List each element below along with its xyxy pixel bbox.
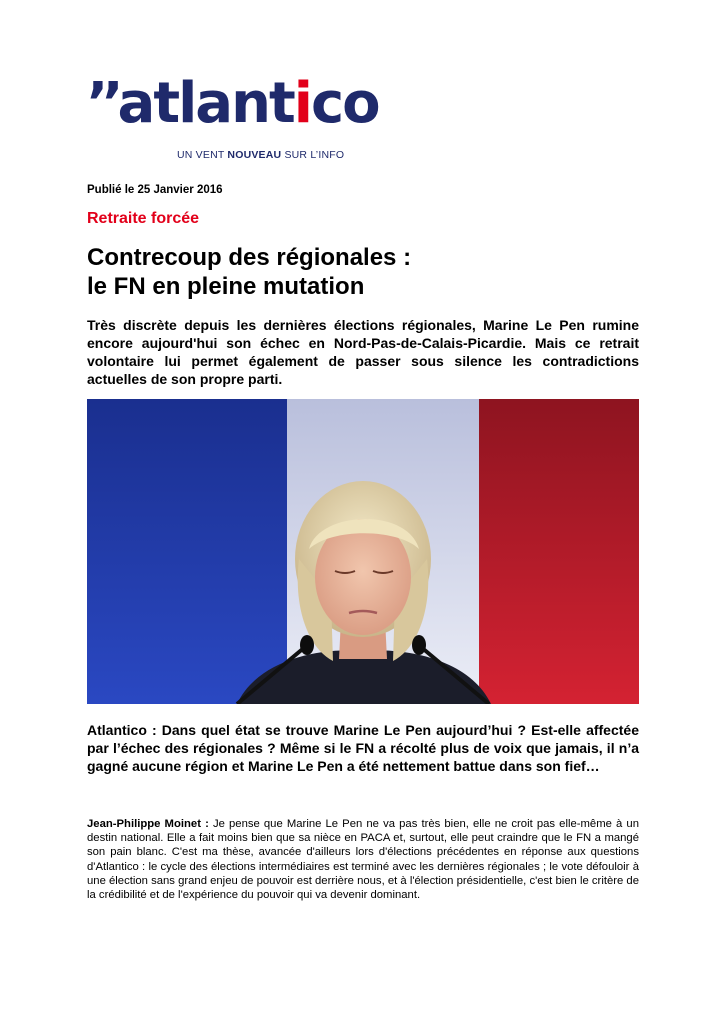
article-photo	[87, 399, 639, 704]
atlantico-logo[interactable]	[87, 71, 379, 166]
logo-tagline-end: SUR L’INFO	[281, 149, 345, 161]
publish-date: Publié le 25 Janvier 2016	[87, 184, 223, 196]
logo-tagline-start: UN VENT	[177, 149, 228, 161]
article-kicker: Retraite forcée	[87, 210, 200, 227]
article-lead: Très discrète depuis les dernières élections régionales, Marine Le Pen rumine encore aujourd'hui son échec en Nord-Pas-de-Calais-Picardie. Mais ce retrait volontaire lui permet également de passer sous silence les contradictions actuelles de son propre parti.	[87, 317, 639, 387]
photo-illustration	[87, 399, 639, 704]
answer-speaker: Jean-Philippe Moinet :	[87, 818, 209, 830]
interview-answer	[87, 817, 639, 902]
article-headline	[87, 243, 411, 301]
headline-line-2: le FN en pleine mutation	[87, 273, 365, 300]
logo-word-end: co	[310, 71, 379, 136]
interview-question: Atlantico : Dans quel état se trouve Marine Le Pen aujourd’hui ? Est-elle affectée par l’échec des régionales ? Même si le FN a récolté plus de voix que jamais, il n’a gagné aucune région et Marine Le Pen a été nettement battue dans son fief…	[87, 722, 639, 774]
logo-quote-mark: ’’	[87, 71, 118, 136]
logo-wordmark	[87, 71, 379, 136]
answer-text: Je pense que Marine Le Pen ne va pas très bien, elle ne croit pas elle-même à un destin national. Elle a fait moins bien que sa nièce en PACA et, surtout, elle peut craindre que le FN a mangé son pain blanc. C'est ma thèse, avancée d'ailleurs lors d'élections précédentes en réponse aux questions d'Atlantico : le cycle des élections intermédiaires est terminé avec les dernières régionales ; le vote défouloir à une élection sans grand enjeu de pouvoir est derrière nous, et à l'élection présidentielle, c'est bien le critère de la crédibilité et de l'expérience du pouvoir qui va devenir dominant.	[87, 818, 639, 902]
flag-red-band	[479, 399, 639, 704]
flag-blue-band	[87, 399, 287, 704]
logo-tagline	[177, 149, 344, 161]
logo-tagline-bold: NOUVEAU	[227, 149, 282, 161]
logo-word-part: atlant	[117, 71, 294, 136]
headline-line-1: Contrecoup des régionales :	[87, 244, 412, 271]
logo-letter-i: i	[293, 71, 311, 136]
